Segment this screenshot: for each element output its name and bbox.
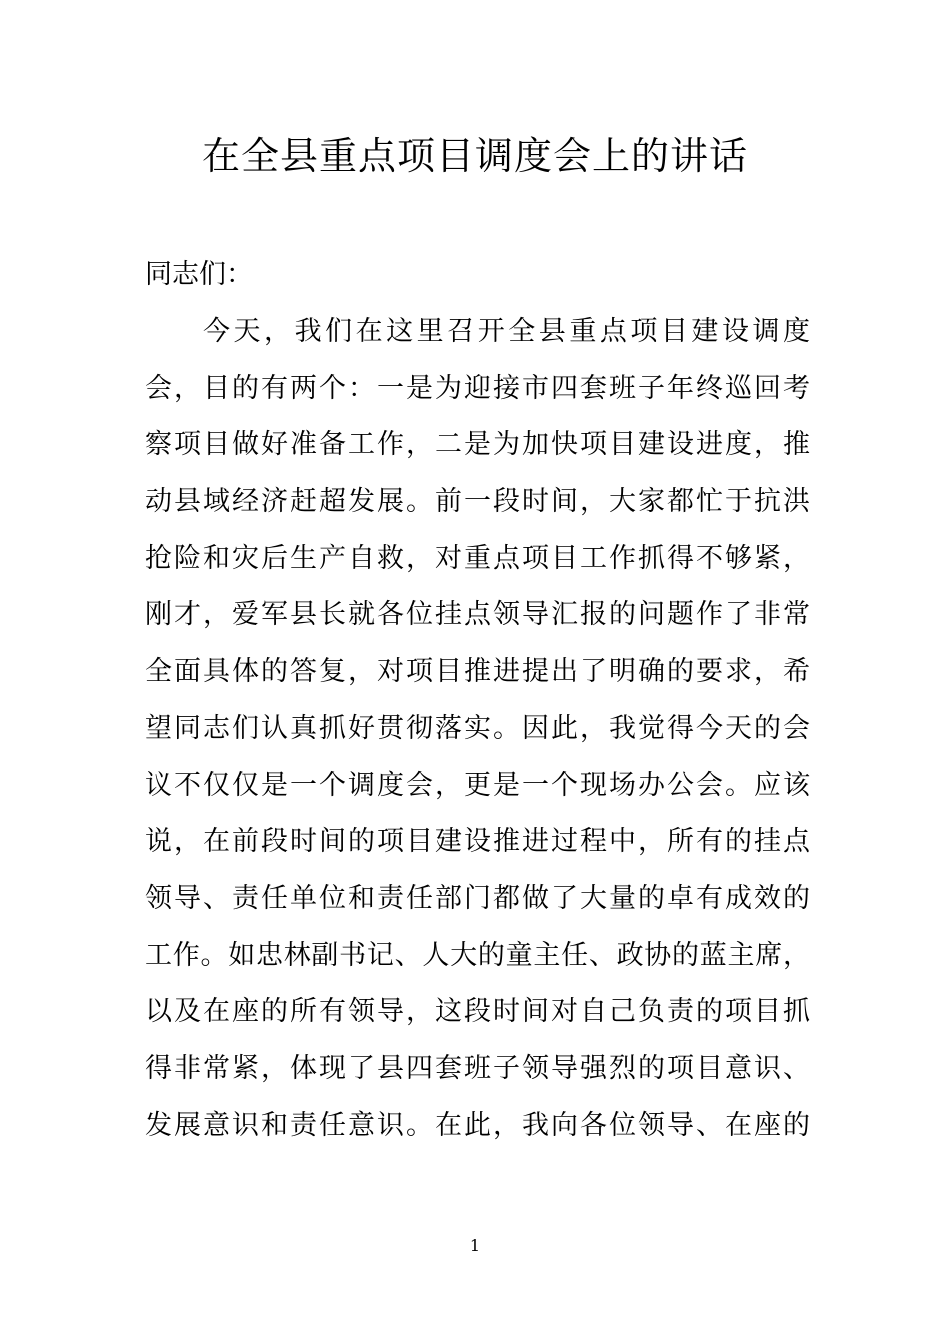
body-line: 发展意识和责任意识。在此，我向各位领导、在座的 bbox=[145, 1109, 810, 1141]
body-line: 全面具体的答复，对项目推进提出了明确的要求，希 bbox=[145, 656, 810, 688]
body-line: 动县域经济赶超发展。前一段时间，大家都忙于抗洪 bbox=[145, 486, 810, 518]
body-line: 会，目的有两个：一是为迎接市四套班子年终巡回考 bbox=[145, 372, 810, 404]
greeting: 同志们： bbox=[145, 259, 253, 290]
body-line: 得非常紧，体现了县四套班子领导强烈的项目意识、 bbox=[145, 1052, 810, 1084]
body-line: 说，在前段时间的项目建设推进过程中，所有的挂点 bbox=[145, 826, 810, 858]
body-line: 以及在座的所有领导，这段时间对自己负责的项目抓 bbox=[145, 996, 810, 1028]
body-line: 工作。如忠林副书记、人大的童主任、政协的蓝主席， bbox=[145, 939, 810, 971]
body-text bbox=[145, 307, 810, 1157]
page-number: 1 bbox=[469, 1236, 481, 1255]
body-line: 议不仅仅是一个调度会，更是一个现场办公会。应该 bbox=[145, 769, 810, 801]
body-line: 领导、责任单位和责任部门都做了大量的卓有成效的 bbox=[145, 882, 810, 914]
body-line: 今天，我们在这里召开全县重点项目建设调度 bbox=[203, 316, 810, 347]
body-line: 望同志们认真抓好贯彻落实。因此，我觉得今天的会 bbox=[145, 712, 810, 744]
body-line: 抢险和灾后生产自救，对重点项目工作抓得不够紧， bbox=[145, 542, 810, 574]
body-line: 刚才，爱军县长就各位挂点领导汇报的问题作了非常 bbox=[145, 599, 810, 631]
document-title: 在全县重点项目调度会上的讲话 bbox=[201, 134, 748, 178]
body-line: 察项目做好准备工作，二是为加快项目建设进度，推 bbox=[145, 429, 810, 461]
